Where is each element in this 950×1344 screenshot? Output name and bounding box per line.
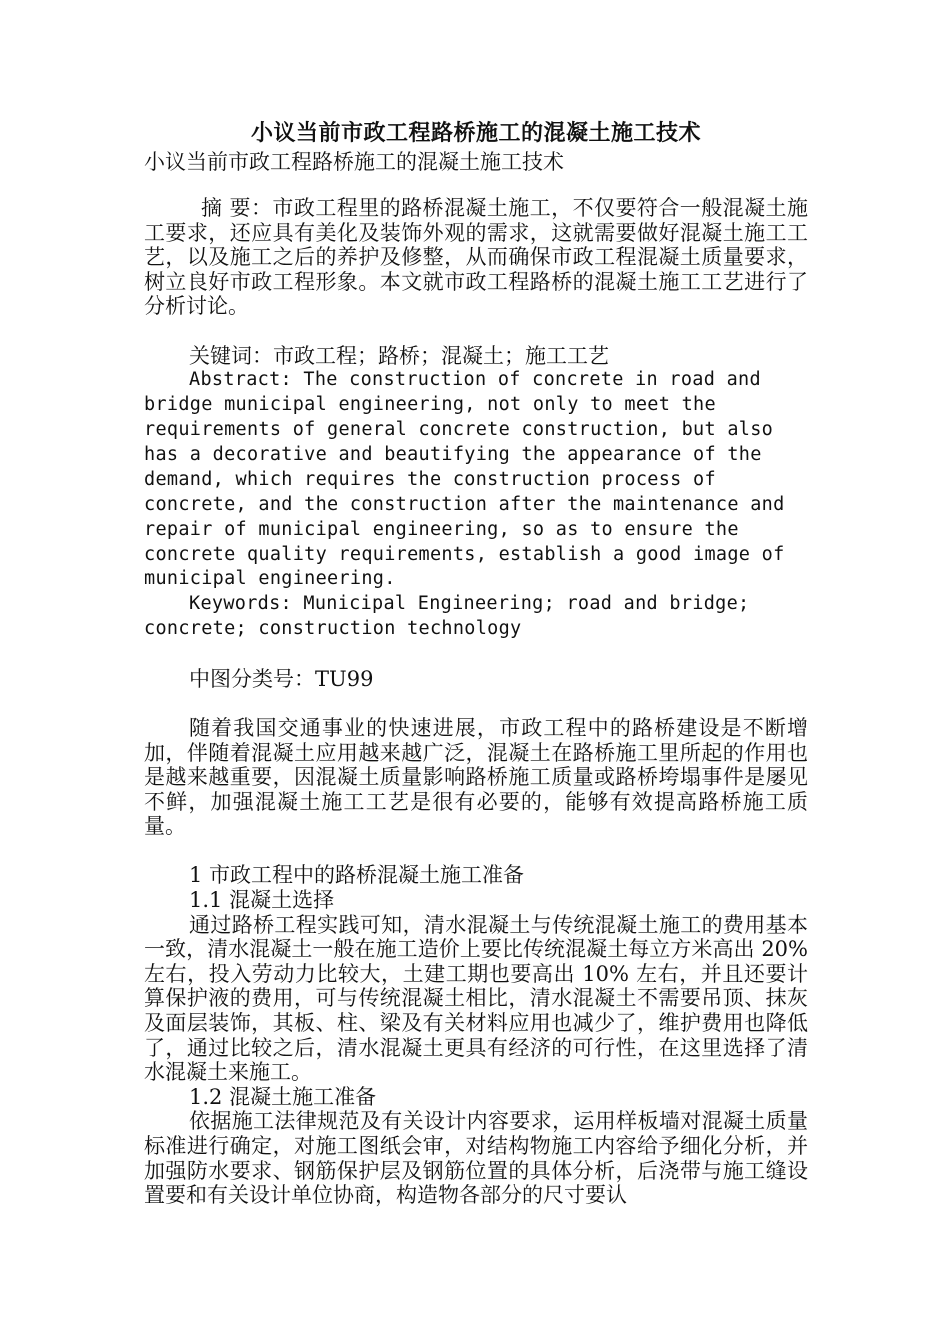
abstract-cn: 摘 要：市政工程里的路桥混凝土施工，不仅要符合一般混凝土施工要求，还应具有美化及装饰外观的需求，这就需要做好混凝土施工工艺，以及施工之后的养护及修整，从而确保市政工程混凝土质量要求，树立良好市政工程形象。本文就市政工程路桥的混凝土施工工艺进行了分析讨论。 — [144, 196, 808, 319]
document-subtitle: 小议当前市政工程路桥施工的混凝土施工技术 — [144, 150, 564, 174]
abstract-en: Abstract: The construction of concrete in road and bridge municipal engineering, not only to meet the requirements of general concrete construction, but also has a decorative and beautifying the appearance of the demand, which requires the construction process of concrete, and the construction after the maintenance and repair of municipal engineering, so as to ensure the concrete quality requirements, establish a good image of municipal engineering. — [144, 369, 785, 590]
keywords-cn: 关键词：市政工程；路桥；混凝土；施工工艺 — [189, 343, 609, 368]
section-1-1-body: 通过路桥工程实践可知，清水混凝土与传统混凝土施工的费用基本一致，清水混凝土一般在施工造价上要比传统混凝土每立方米高出 20% 左右，投入劳动力比较大，土建工期也要高出 10% 左右，并且还要计算保护液的费用，可与传统混凝土相比，清水混凝土不需要吊顶、抹灰及面层装饰，其板、柱、梁及有关材料应用也减少了，维护费用也降低了，通过比较之后，清水混凝土更具有经济的可行性，在这里选择了清水混凝土来施工。 — [144, 912, 808, 1085]
document-title: 小议当前市政工程路桥施工的混凝土施工技术 — [250, 120, 701, 146]
keywords-en: Keywords: Municipal Engineering; road and bridge; concrete; construction technology — [144, 593, 750, 640]
section-1-heading: 1 市政工程中的路桥混凝土施工准备 — [189, 863, 525, 888]
intro-paragraph: 随着我国交通事业的快速进展，市政工程中的路桥建设是不断增加，伴随着混凝土应用越来越广泛，混凝土在路桥施工里所起的作用也是越来越重要，因混凝土质量影响路桥施工质量或路桥垮塌事件是屡见不鲜，加强混凝土施工工艺是很有必要的，能够有效提高路桥施工质量。 — [144, 715, 808, 839]
classification-number: 中图分类号：TU99 — [189, 666, 374, 691]
section-1-2-body: 依据施工法律规范及有关设计内容要求，运用样板墙对混凝土质量标准进行确定，对施工图纸会审，对结构物施工内容给予细化分析，并加强防水要求、钢筋保护层及钢筋位置的具体分析，后浇带与施工缝设置要和有关设计单位协商，构造物各部分的尺寸要认 — [144, 1109, 808, 1208]
document-page — [144, 118, 808, 1208]
section-1-1-heading: 1.1 混凝土选择 — [189, 888, 335, 913]
section-1-2-heading: 1.2 混凝土施工准备 — [189, 1084, 377, 1109]
